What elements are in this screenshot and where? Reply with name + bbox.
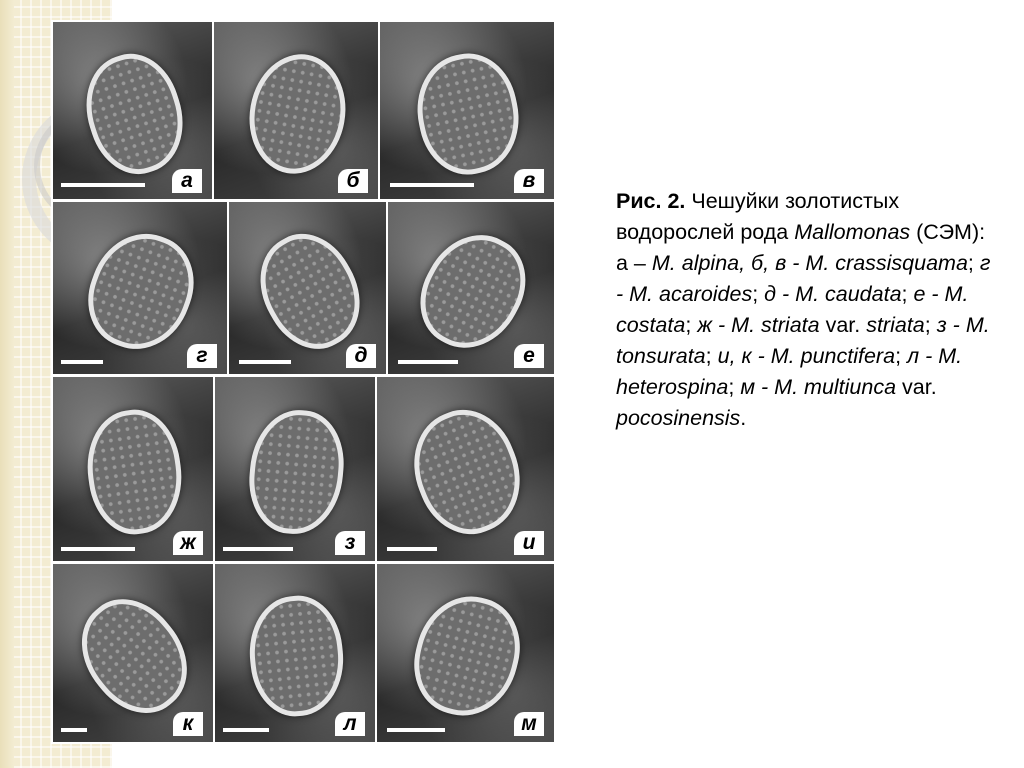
scale-bar (61, 547, 135, 551)
scale-bar (223, 547, 293, 551)
scale-bar (61, 728, 87, 732)
panel-label: а (172, 169, 202, 193)
scale-specimen (72, 42, 197, 185)
caption-variety: pocosinensis (616, 406, 741, 430)
caption-species: M. alpina, б, в - M. crassisquama (651, 251, 968, 275)
caption-prefix: Рис. 2. (616, 189, 686, 213)
caption-genus: Mallomonas (794, 220, 911, 244)
scale-specimen (74, 219, 208, 363)
caption-species: з - M. tonsurata (616, 313, 990, 368)
panel-k (53, 564, 213, 742)
cell-specimen (240, 46, 355, 180)
panel-zh (53, 377, 213, 561)
caption-separator: ; (752, 282, 765, 306)
panel-i (377, 377, 554, 561)
caption-species: ж - M. striata (697, 313, 820, 337)
caption-species: и, к - M. punctifera (717, 344, 896, 368)
caption-separator: ; (705, 344, 718, 368)
figure-caption (616, 186, 994, 434)
panel-g (53, 202, 227, 374)
caption-text: (СЭМ): а – (616, 220, 986, 275)
caption-separator: ; (895, 344, 908, 368)
panel-label: в (514, 169, 544, 193)
caption-separator: ; (967, 251, 980, 275)
panel-label: б (338, 169, 368, 193)
caption-separator: ; (685, 313, 698, 337)
panel-label: д (346, 344, 376, 368)
scale-bar (390, 183, 474, 187)
scale-bar (61, 360, 103, 364)
panel-label: г (187, 344, 217, 368)
caption-species: г - M. acaroides (616, 251, 991, 306)
panel-label: з (335, 531, 365, 555)
scale-bar (239, 360, 291, 364)
scale-bar (387, 728, 445, 732)
scale-specimen (60, 580, 209, 732)
panel-label: и (514, 531, 544, 555)
scale-specimen (403, 585, 531, 726)
panel-label: е (514, 344, 544, 368)
caption-text: Чешуйки золотистых водорослей рода (616, 189, 900, 244)
panel-label: м (514, 712, 544, 736)
panel-label: ж (173, 531, 203, 555)
sem-figure (51, 20, 556, 744)
scale-specimen (80, 404, 190, 540)
scale-specimen (244, 591, 349, 720)
caption-separator: ; (924, 313, 937, 337)
caption-species: м - M. multiunca (740, 375, 897, 399)
scale-bar (398, 360, 458, 364)
panel-d (229, 202, 386, 374)
scale-specimen (241, 218, 379, 365)
caption-separator: ; (728, 375, 741, 399)
caption-species: л - M. heterospina (616, 344, 963, 399)
panel-a (53, 22, 212, 199)
panel-m (377, 564, 554, 742)
scale-specimen (396, 396, 537, 549)
caption-species: д - M. caudata (764, 282, 902, 306)
panel-label: к (173, 712, 203, 736)
scale-specimen (245, 406, 349, 538)
panel-label: л (335, 712, 365, 736)
panel-v (380, 22, 554, 199)
scale-bar (387, 547, 437, 551)
panel-l (215, 564, 375, 742)
panel-b (214, 22, 378, 199)
panel-z (215, 377, 375, 561)
panel-e (388, 202, 554, 374)
caption-species: е - M. costata (616, 282, 969, 337)
scale-bar (61, 183, 145, 187)
caption-variety: striata (866, 313, 925, 337)
scale-bar (223, 728, 269, 732)
caption-separator: ; (901, 282, 914, 306)
caption-end: . (740, 406, 747, 430)
caption-var: var. (819, 313, 867, 337)
scale-specimen (407, 45, 530, 183)
caption-var: var. (896, 375, 937, 399)
